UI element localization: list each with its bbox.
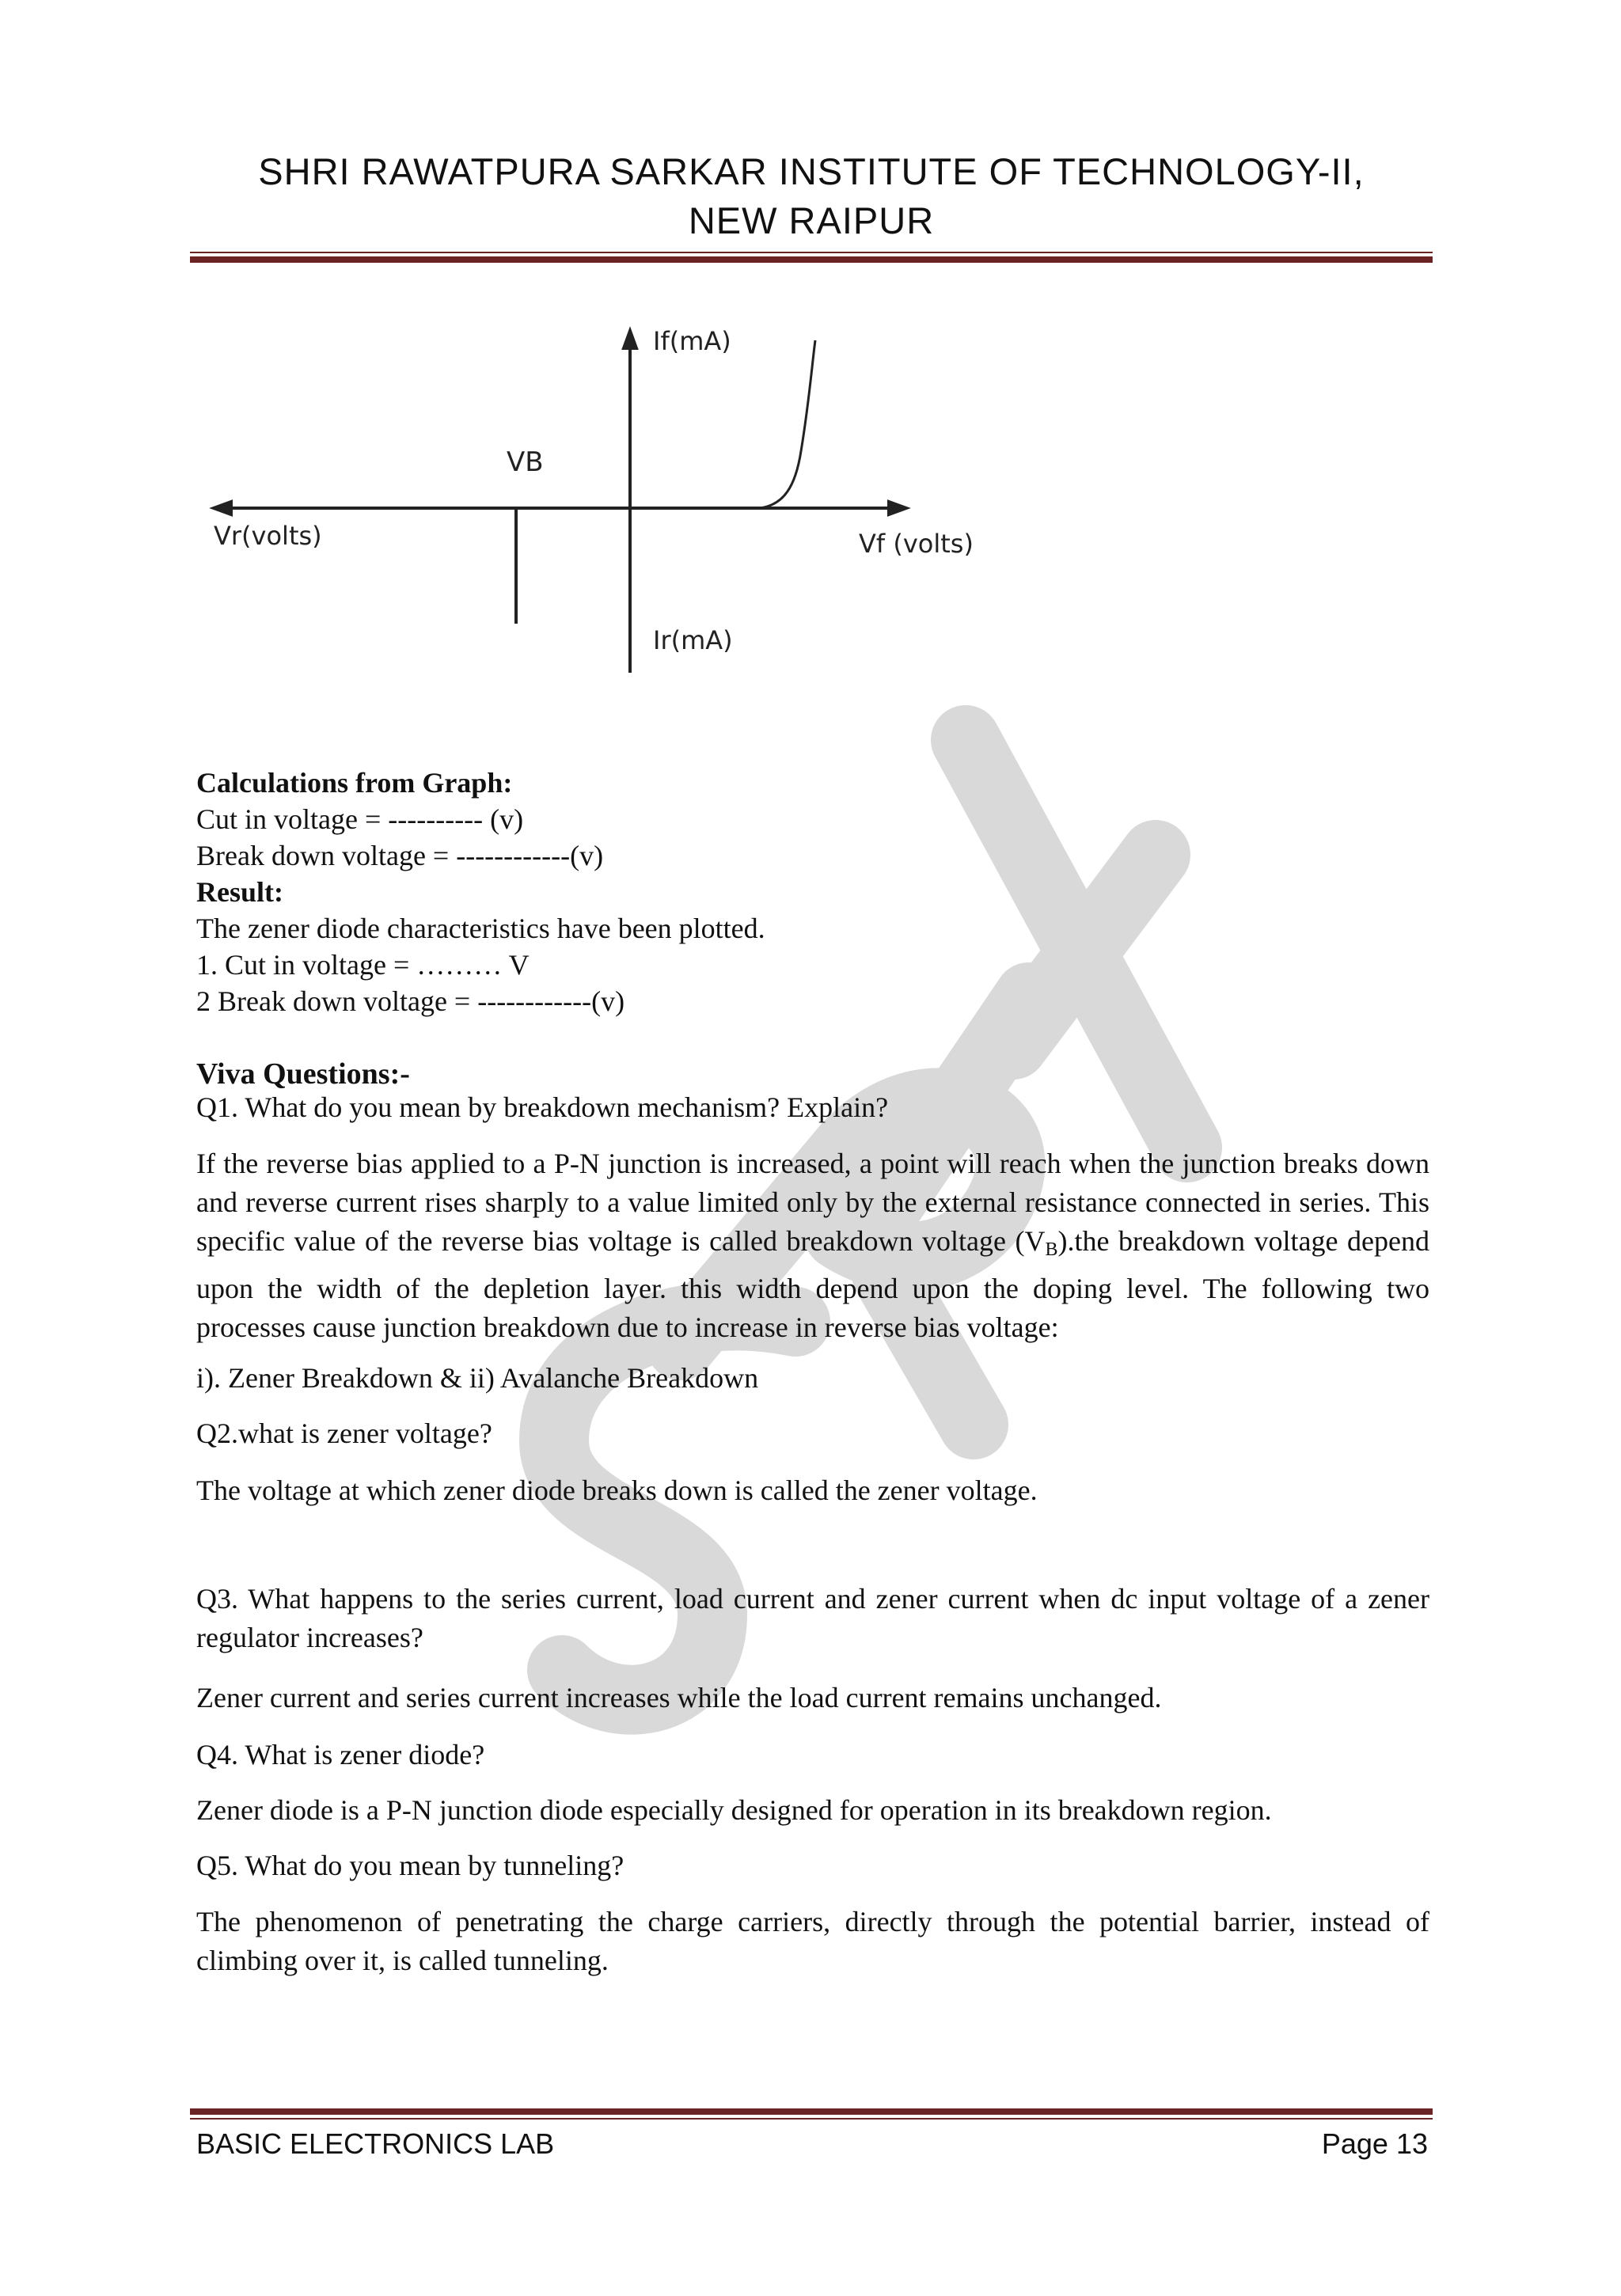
answer-1-text-b: ).the breakdown voltage depend upon the width of the depletion layer. this width depend upon the doping level. The following two processes cause junction breakdown due to increase in reverse bias voltage: xyxy=(196,1225,1429,1343)
ir-axis-label: Ir(mA) xyxy=(653,625,733,655)
answer-4: Zener diode is a P-N junction diode especially designed for operation in its breakdown region. xyxy=(196,1794,1272,1826)
question-1: Q1. What do you mean by breakdown mechanism? Explain? xyxy=(196,1091,889,1123)
vf-axis-label: Vf (volts) xyxy=(859,529,974,559)
header-institute-line: SHRI RAWATPURA SARKAR INSTITUTE OF TECHNOLOGY-II, xyxy=(258,150,1365,192)
breakdown-voltage-line: Break down voltage = ------------(v) xyxy=(196,840,604,871)
question-3: Q3. What happens to the series current, load current and zener current when dc input voltage of a zener regulator increases? xyxy=(196,1583,1429,1653)
answer-1 xyxy=(196,1144,1429,1347)
answer-3: Zener current and series current increases while the load current remains unchanged. xyxy=(196,1682,1162,1713)
result-line-2: 1. Cut in voltage = ……… V xyxy=(196,949,530,981)
cut-in-voltage-line: Cut in voltage = ---------- (v) xyxy=(196,803,524,835)
footer-page-number: Page 13 xyxy=(1321,2127,1428,2160)
viva-heading: Viva Questions:- xyxy=(196,1057,410,1091)
vb-label: VB xyxy=(507,446,544,478)
header-city-line: NEW RAIPUR xyxy=(688,199,935,241)
answer-1-subscript: B xyxy=(1045,1239,1058,1260)
question-5: Q5. What do you mean by tunneling? xyxy=(196,1850,624,1881)
result-heading: Result: xyxy=(196,876,283,908)
if-axis-label: If(mA) xyxy=(653,326,731,356)
result-line-3: 2 Break down voltage = ------------(v) xyxy=(196,985,625,1017)
axis-arrow-up xyxy=(624,331,636,348)
result-line-1: The zener diode characteristics have been plotted. xyxy=(196,913,765,944)
page-header xyxy=(190,147,1433,245)
axis-arrow-left xyxy=(214,502,231,514)
forward-curve xyxy=(760,340,815,508)
header-rule-thin xyxy=(190,252,1433,253)
vr-axis-label: Vr(volts) xyxy=(214,521,322,551)
answer-5: The phenomenon of penetrating the charge carriers, directly through the potential barrier, instead of climbing over it, is called tunneling. xyxy=(196,1906,1429,1976)
question-2: Q2.what is zener voltage? xyxy=(196,1417,492,1449)
axis-arrow-right xyxy=(889,502,906,514)
answer-1-list: i). Zener Breakdown & ii) Avalanche Breakdown xyxy=(196,1362,759,1394)
question-4: Q4. What is zener diode? xyxy=(196,1739,485,1770)
zener-characteristic-graph xyxy=(190,309,1021,689)
answer-1-text-a: If the reverse bias applied to a P-N junction is increased, a point will reach when the junction breaks down and reverse current rises sharply to a value limited only by the external resistance connected in series. This specific value of the reverse bias voltage is called breakdown voltage (V xyxy=(196,1148,1429,1257)
footer-lab-name: BASIC ELECTRONICS LAB xyxy=(196,2127,555,2160)
footer-rule-thick xyxy=(190,2108,1433,2115)
calculations-heading: Calculations from Graph: xyxy=(196,767,513,799)
footer-rule-thin xyxy=(190,2118,1433,2120)
header-rule-thick xyxy=(190,256,1433,263)
answer-2: The voltage at which zener diode breaks down is called the zener voltage. xyxy=(196,1474,1038,1506)
